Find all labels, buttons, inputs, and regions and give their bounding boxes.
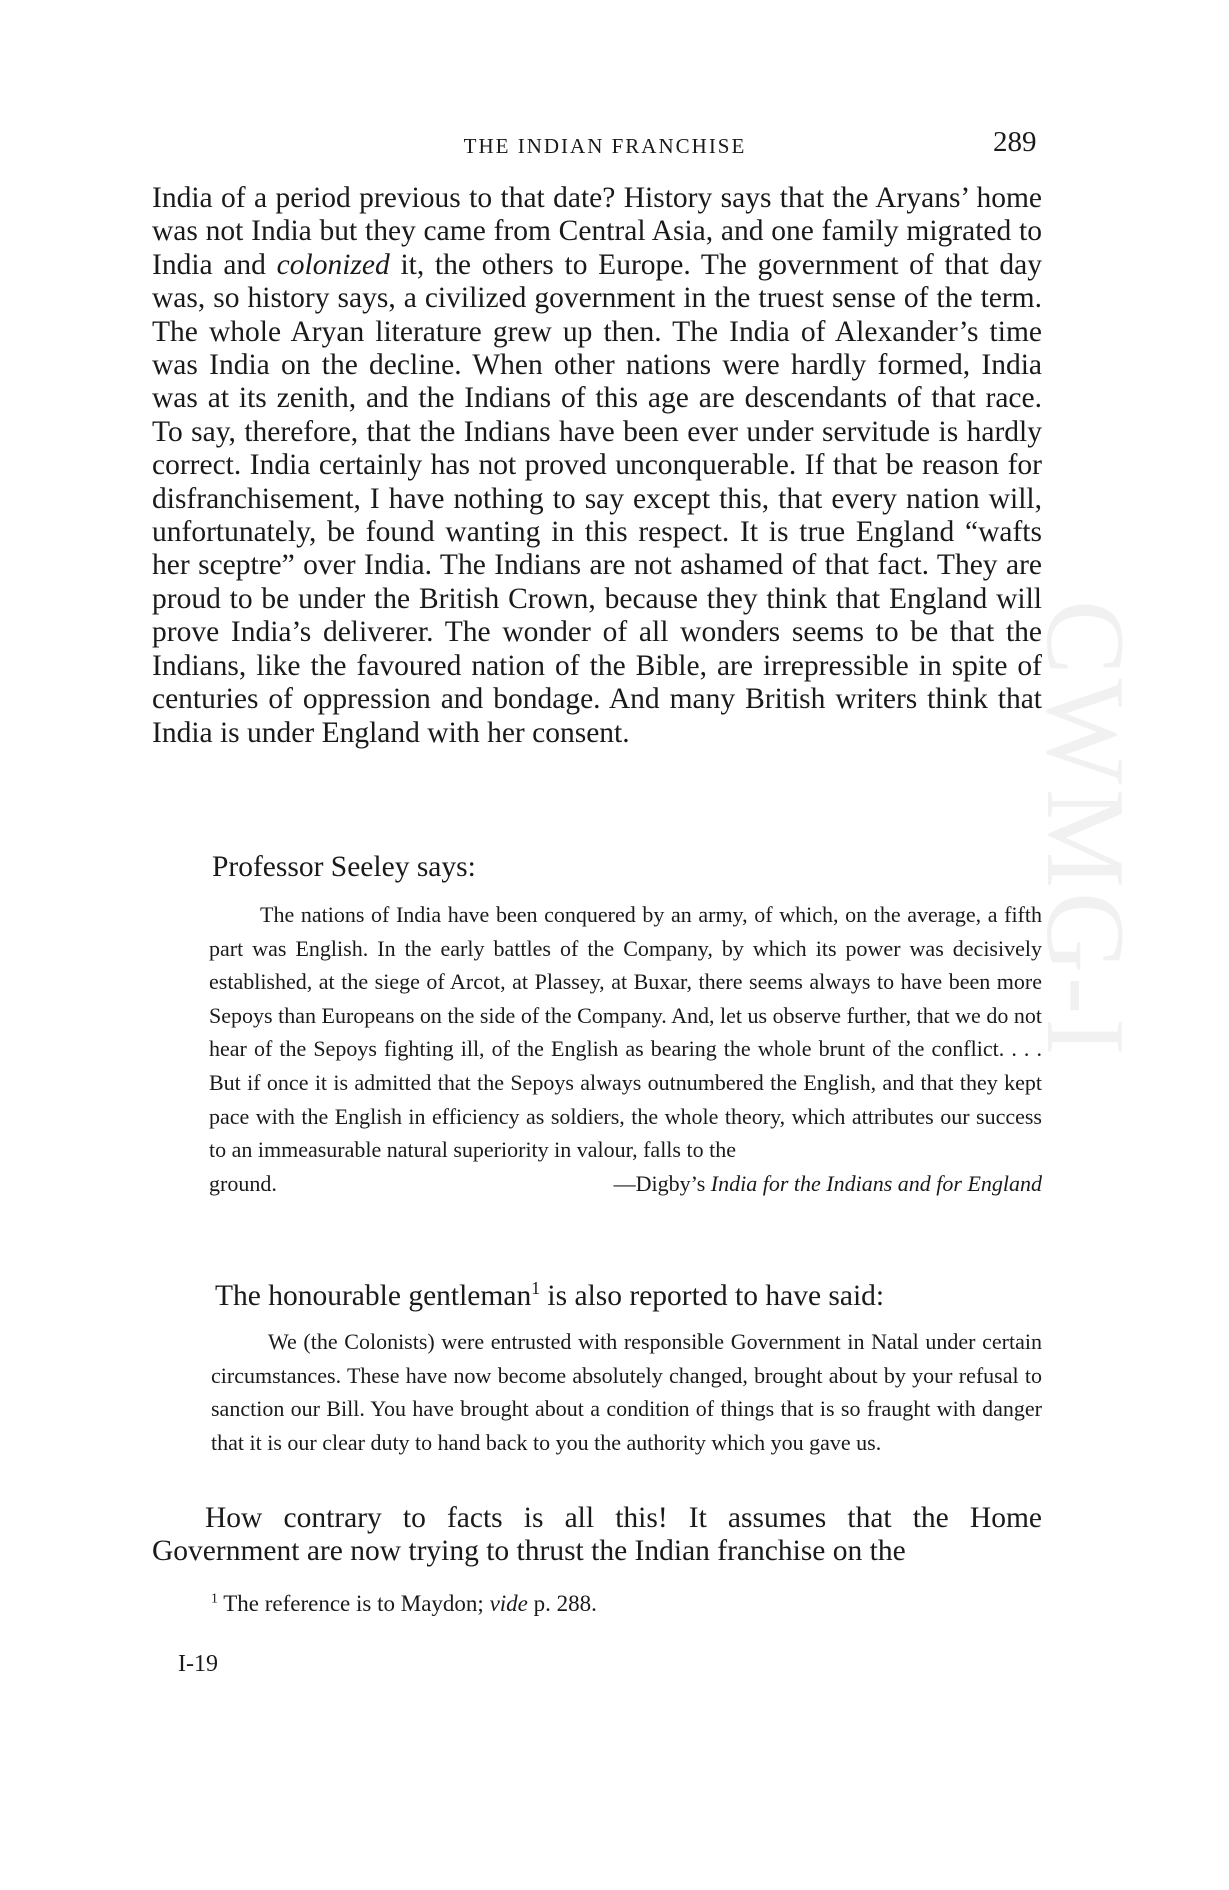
footnote-mark: 1 — [211, 1590, 218, 1606]
footnote — [211, 1591, 597, 1617]
quote-attribution-line — [209, 1167, 1042, 1201]
paragraph-text: The honourable gentleman — [215, 1280, 532, 1312]
paragraph-text: it, the others to Europe. The government of that day was, so history says, a civilized government in the truest sense of the term. The whole Aryan literature grew up then. The India of Alexander’s time was India on the decline. When other nations were hardly formed, India was at its zenith, and the Indians of this age are descendants of that race. To say, therefore, that the Indians have been ever under servitude is hardly correct. India certainly has not proved unconquerable. If that be reason for disfranchisement, I have nothing to say except this, that every nation will, unfortunately, be found wanting in this respect. It is true England “wafts her sceptre” over India. The Indians are not ashamed of that fact. They are proud to be under the British Crown, because they think that England will prove India’s deliverer. The wonder of all wonders seems to be that the Indians, like the favoured nation of the Bible, are irrepressible in spite of centuries of oppression and bondage. And many British writers think that India is under England with her consent. — [152, 248, 1042, 749]
block-quote — [209, 898, 1042, 1200]
signature-mark: I-19 — [178, 1651, 218, 1677]
footnote-text: p. 288. — [527, 1591, 597, 1616]
book-title: India for the Indians and for England — [710, 1170, 1042, 1196]
running-header-title: THE INDIAN FRANCHISE — [463, 134, 747, 158]
body-paragraph — [152, 182, 1042, 750]
footnote-reference: 1 — [531, 1278, 541, 1299]
attribution-prefix: —Digby’s — [613, 1170, 711, 1196]
quote-text: We (the Colonists) were entrusted with responsible Government in Natal under certain circumstances. These have now become absolutely changed, brought about by your refusal to sanction our Bill. You have brought about a condition of things that is so fraught with danger that it is our clear duty to hand back to you the authority which you gave us. — [211, 1329, 1042, 1455]
body-paragraph — [215, 1280, 1045, 1313]
paragraph-text: is also reported to have said: — [540, 1280, 885, 1312]
italic-term: colonized — [276, 248, 390, 281]
block-quote — [211, 1325, 1042, 1459]
footnote-text: The reference is to Maydon; — [217, 1591, 490, 1616]
quote-intro: Professor Seeley says: — [212, 851, 476, 883]
quote-last-word: ground. — [209, 1170, 277, 1196]
body-paragraph: How contrary to facts is all this! It assumes that the Home Government are now trying to thrust the Indian franchise on the — [152, 1502, 1042, 1568]
paragraph-text: India of a period previous to that date? History says that the Aryans’ home was not India but they came from Central Asia, and one family migrated to India and — [152, 182, 1042, 281]
watermark: CWMG-I — [1023, 600, 1147, 1060]
footnote-italic: vide — [489, 1591, 528, 1616]
quote-attribution — [614, 1167, 1042, 1201]
page-number: 289 — [993, 126, 1037, 158]
quote-text: The nations of India have been conquered by an army, of which, on the average, a fifth part was English. In the early battles of the Company, by which its power was decisively established, at the siege of Arcot, at Plassey, at Buxar, there seems always to have been more Sepoys than Europeans on the side of the Company. And, let us observe further, that we do not hear of the Sepoys fighting ill, of the English as bearing the whole brunt of the conflict. . . . But if once it is admitted that the Sepoys always outnumbered the English, and that they kept pace with the English in efficiency as soldiers, the whole theory, which attributes our success to an immeasurable natural superiority in valour, falls to the — [209, 902, 1042, 1163]
